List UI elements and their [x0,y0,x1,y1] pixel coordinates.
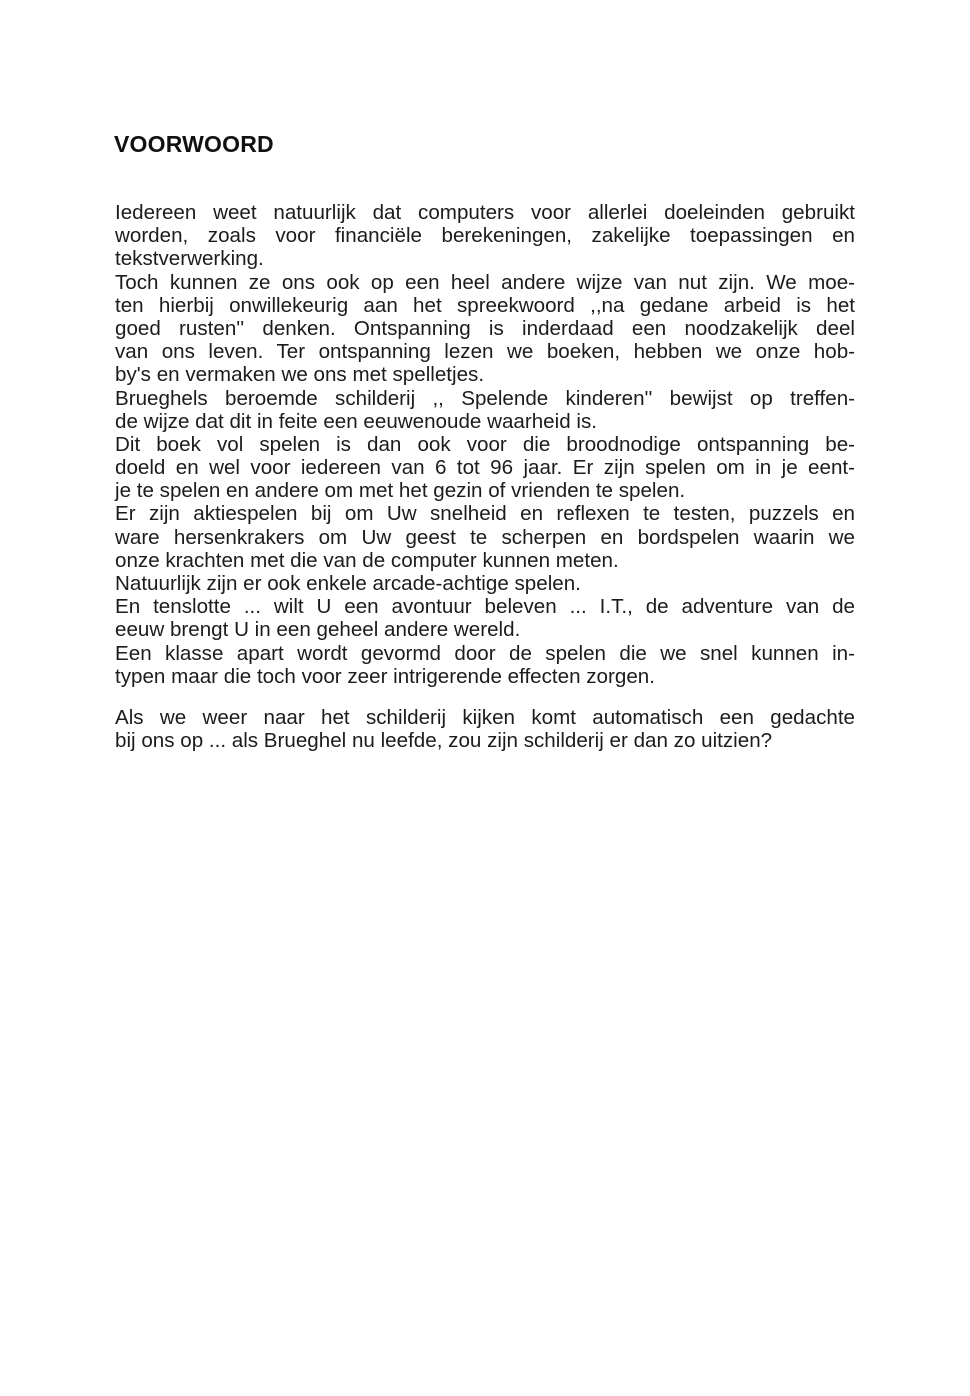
text-line: van ons leven. Ter ontspanning lezen we boeken, hebben we onze hob- [115,340,855,364]
text-line: Als we weer naar het schilderij kijken komt automatisch een gedachte [115,706,855,729]
text-line: ware hersenkrakers om Uw geest te scherpen en bordspelen waarin we [115,525,855,549]
closing-paragraph [115,706,855,752]
text-line: Er zijn aktiespelen bij om Uw snelheid en reflexen te testen, puzzels en [115,502,855,526]
text-line: Dit boek vol spelen is dan ook voor die broodnodige ontspanning be- [115,432,855,456]
introduction-paragraph [115,201,855,688]
text-line: onze krachten met die van de computer kunnen meten. [115,548,619,572]
text-line: Brueghels beroemde schilderij ,, Spelende kinderen'' bewijst op treffen- [115,386,855,410]
text-line: En tenslotte ... wilt U een avontuur beleven ... I.T., de adventure van de [115,595,855,619]
text-line: de wijze dat dit in feite een eeuwenoude waarheid is. [115,409,597,433]
text-line: Toch kunnen ze ons ook op een heel andere wijze van nut zijn. We moe- [115,270,855,294]
text-line: doeld en wel voor iedereen van 6 tot 96 jaar. Er zijn spelen om in je eent- [115,456,855,480]
text-line: je te spelen en andere om met het gezin of vrienden te spelen. [115,479,686,503]
text-line: worden, zoals voor financiële berekeningen, zakelijke toepassingen en [115,224,855,248]
text-line: Iedereen weet natuurlijk dat computers voor allerlei doeleinden gebruikt [115,201,855,224]
text-line: Natuurlijk zijn er ook enkele arcade-achtige spelen. [115,572,581,595]
text-line: by's en vermaken we ons met spelletjes. [115,363,485,387]
text-line: goed rusten'' denken. Ontspanning is inderdaad een noodzakelijk deel [115,316,855,340]
text-line: eeuw brengt U in een geheel andere wereld. [115,618,521,642]
text-line: ten hierbij onwillekeurig aan het spreekwoord ,,na gedane arbeid is het [115,293,855,317]
text-line: Een klasse apart wordt gevormd door de spelen die we snel kunnen in- [115,641,855,665]
text-line: tekstverwerking. [115,247,264,271]
text-line: bij ons op ... als Brueghel nu leefde, zou zijn schilderij er dan zo uitzien? [115,729,773,753]
text-line: typen maar die toch voor zeer intrigerende effecten zorgen. [115,664,655,688]
page-title: VOORWOORD [114,131,274,157]
